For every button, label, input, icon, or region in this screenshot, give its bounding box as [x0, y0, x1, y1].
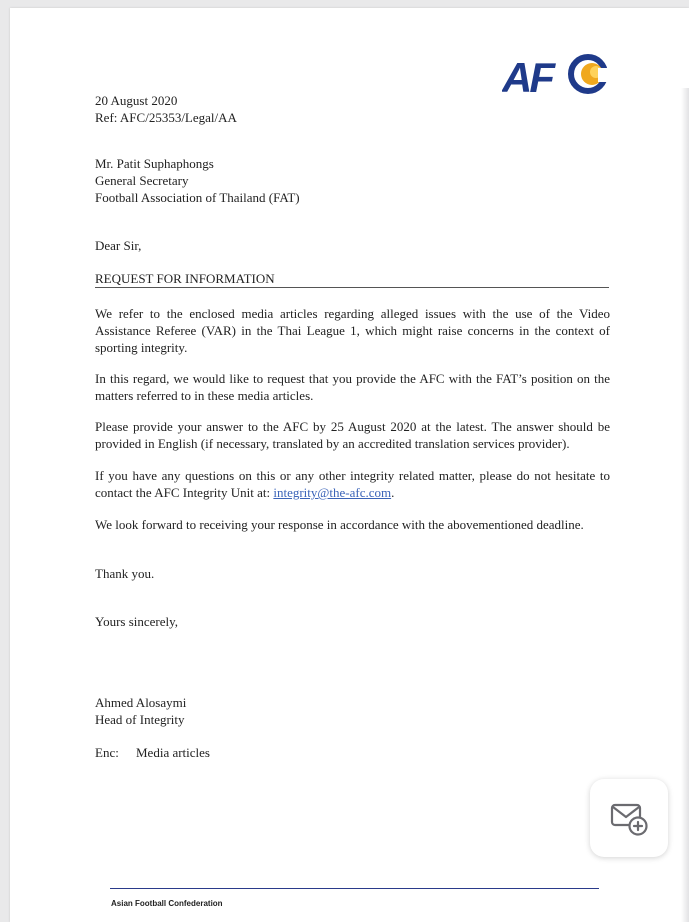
letter-page [10, 8, 689, 922]
integrity-email-link[interactable]: integrity@the-afc.com [273, 485, 392, 500]
letter-ref: Ref: AFC/25353/Legal/AA [95, 110, 237, 125]
recipient-title: General Secretary [95, 173, 189, 188]
mail-add-icon [609, 798, 649, 838]
body-paragraph-2: In this regard, we would like to request that you provide the AFC with the FAT’s position on the matters referred to in these media articles. [95, 371, 610, 403]
footer-org: Asian Football Confederation [111, 899, 223, 908]
recipient-name: Mr. Patit Suphaphongs [95, 156, 214, 171]
recipient-address [95, 155, 300, 206]
letter-date: 20 August 2020 [95, 93, 178, 108]
recipient-org: Football Association of Thailand (FAT) [95, 190, 300, 205]
enclosure-line [95, 744, 210, 761]
date-block [95, 92, 237, 126]
body-paragraph-1: We refer to the enclosed media articles regarding alleged issues with the use of the Video Assistance Referee (VAR) in the Thai League 1, which might raise concerns in the context of sporting integrity. [95, 306, 610, 355]
afc-logo-icon [502, 48, 614, 104]
paragraph-4-text: If you have any questions on this or any other integrity related matter, please do not hesitate to contact the AFC Integrity Unit at: [95, 468, 610, 500]
closing-line: Yours sincerely, [95, 614, 179, 629]
signature-block [95, 694, 186, 728]
svg-text:AF: AF [502, 54, 552, 101]
afc-logo [502, 48, 614, 104]
signer-name: Ahmed Alosaymi [95, 695, 187, 710]
subject-line: REQUEST FOR INFORMATION [95, 270, 609, 288]
signer-title: Head of Integrity [95, 712, 185, 727]
thanks-line: Thank you. [95, 566, 155, 581]
body-paragraph-3: Please provide your answer to the AFC by 25 August 2020 at the latest. The answer should be provided in English (if necessary, translated by an accredited translation services provider). [95, 419, 610, 451]
enclosure-value: Media articles [136, 745, 210, 760]
body-paragraph-5: We look forward to receiving your response in accordance with the abovementioned deadline. [95, 517, 584, 532]
salutation: Dear Sir, [95, 238, 142, 253]
footer-divider [110, 888, 599, 889]
mail-add-button[interactable] [590, 779, 668, 857]
body-paragraph-4 [95, 467, 610, 501]
page-edge-shadow [681, 88, 689, 922]
paragraph-4-end: . [391, 485, 395, 500]
enclosure-label: Enc: [95, 745, 119, 760]
